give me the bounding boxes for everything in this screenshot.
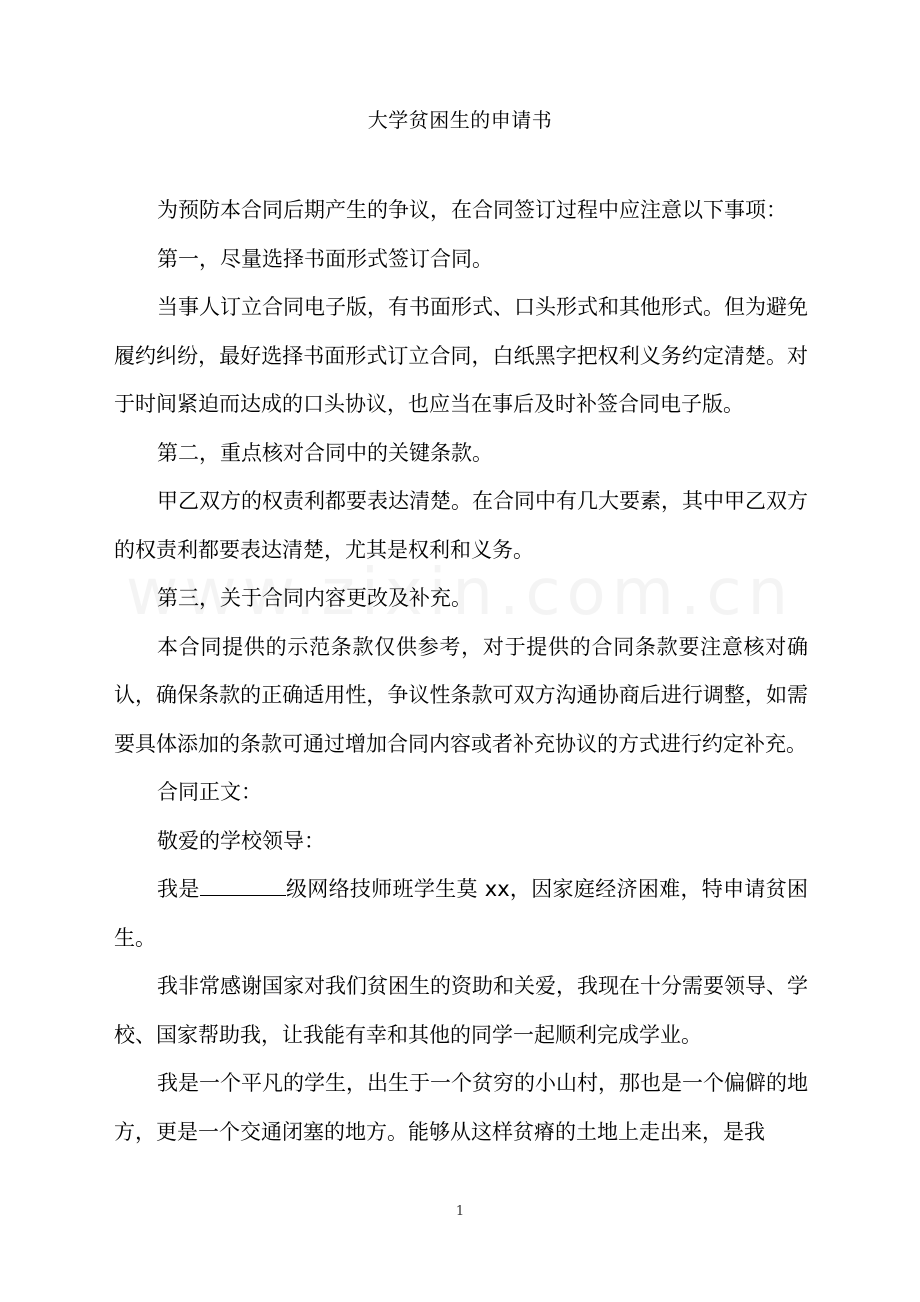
paragraph: 第三，关于合同内容更改及补充。 — [157, 586, 472, 610]
paragraph-with-blank — [114, 865, 808, 962]
paragraph: 第一，尽量选择书面形式签订合同。 — [157, 246, 493, 271]
fill-in-blank — [200, 875, 286, 896]
paragraph-text-after-blank: 级网络技师班学生莫 xx，因家庭经济困难，特申请贫困生。 — [114, 877, 809, 950]
paragraph: 本合同提供的示范条款仅供参考，对于提供的合同条款要注意核对确认，确保条款的正确适用性，争议性条款可双方沟通协商后进行调整，如需要具体添加的条款可通过增加合同内容或者补充协议的方式进行约定补充。 — [114, 634, 808, 756]
paragraph: 我是一个平凡的学生，出生于一个贫穷的小山村，那也是一个偏僻的地方，更是一个交通闭塞的地方。能够从这样贫瘠的土地上走出来，是我 — [114, 1071, 808, 1144]
page-number: 1 — [455, 1204, 465, 1219]
document-body — [114, 186, 808, 1156]
paragraph: 敬爱的学校领导： — [157, 828, 325, 853]
paragraph: 第二，重点核对合同中的关键条款。 — [157, 440, 493, 465]
paragraph: 甲乙双方的权责利都要表达清楚。在合同中有几大要素，其中甲乙双方的权责利都要表达清楚，尤其是权利和义务。 — [114, 489, 808, 562]
paragraph: 合同正文： — [157, 780, 262, 804]
document-title: 大学贫困生的申请书 — [367, 108, 553, 132]
paragraph: 我非常感谢国家对我们贫困生的资助和关爱，我现在十分需要领导、学校、国家帮助我，让我能有幸和其他的同学一起顺利完成学业。 — [114, 974, 808, 1047]
paragraph-text-before-blank: 我是 — [157, 877, 200, 901]
paragraph: 为预防本合同后期产生的争议，在合同签订过程中应注意以下事项： — [157, 198, 787, 222]
paragraph: 当事人订立合同电子版，有书面形式、口头形式和其他形式。但为避免履约纠纷，最好选择书面形式订立合同，白纸黑字把权利义务约定清楚。对于时间紧迫而达成的口头协议，也应当在事后及时补签合同电子版。 — [114, 295, 808, 416]
